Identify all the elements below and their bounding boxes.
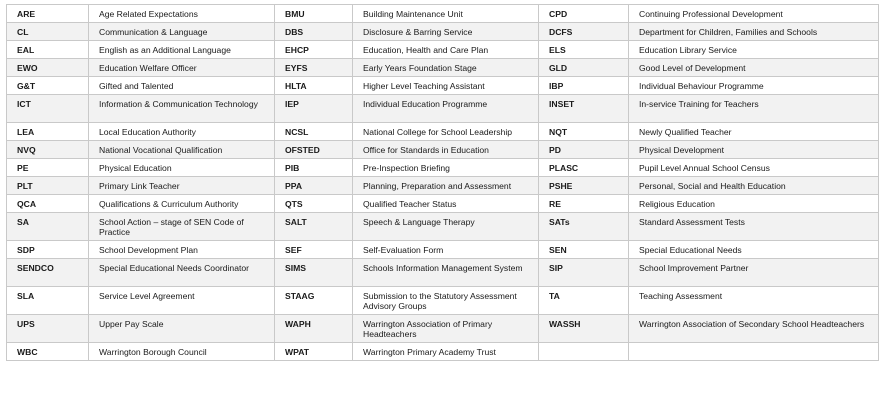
abbreviation-cell: PE xyxy=(7,159,89,177)
abbreviation-cell: ARE xyxy=(7,5,89,23)
definition-cell: Higher Level Teaching Assistant xyxy=(353,77,539,95)
definition-cell: Qualified Teacher Status xyxy=(353,195,539,213)
abbreviation-cell: WBC xyxy=(7,343,89,361)
table-row xyxy=(7,259,879,287)
definition-cell: Office for Standards in Education xyxy=(353,141,539,159)
definition-cell xyxy=(629,343,879,361)
definition-cell: National Vocational Qualification xyxy=(89,141,275,159)
definition-cell: Special Educational Needs Coordinator xyxy=(89,259,275,287)
definition-cell: Department for Children, Families and Schools xyxy=(629,23,879,41)
abbreviation-cell: SIP xyxy=(539,259,629,287)
abbreviation-cell: SENDCO xyxy=(7,259,89,287)
definition-cell: Special Educational Needs xyxy=(629,241,879,259)
abbreviation-cell: CPD xyxy=(539,5,629,23)
abbreviation-cell: GLD xyxy=(539,59,629,77)
definition-cell: Submission to the Statutory Assessment Advisory Groups xyxy=(353,287,539,315)
table-row xyxy=(7,195,879,213)
abbreviation-cell: LEA xyxy=(7,123,89,141)
definition-cell: Building Maintenance Unit xyxy=(353,5,539,23)
definition-cell: Planning, Preparation and Assessment xyxy=(353,177,539,195)
table-row xyxy=(7,59,879,77)
abbreviation-cell: TA xyxy=(539,287,629,315)
definition-cell: Continuing Professional Development xyxy=(629,5,879,23)
definition-cell: Education Library Service xyxy=(629,41,879,59)
abbreviation-cell: ICT xyxy=(7,95,89,123)
table-row xyxy=(7,213,879,241)
abbreviation-cell: HLTA xyxy=(275,77,353,95)
definition-cell: School Development Plan xyxy=(89,241,275,259)
table-row xyxy=(7,315,879,343)
abbreviation-cell: STAAG xyxy=(275,287,353,315)
table-row xyxy=(7,343,879,361)
abbreviation-cell: QTS xyxy=(275,195,353,213)
definition-cell: Pupil Level Annual School Census xyxy=(629,159,879,177)
definition-cell: Information & Communication Technology xyxy=(89,95,275,123)
abbreviation-cell: NCSL xyxy=(275,123,353,141)
definition-cell: Warrington Association of Primary Headteachers xyxy=(353,315,539,343)
definition-cell: English as an Additional Language xyxy=(89,41,275,59)
abbreviation-cell: UPS xyxy=(7,315,89,343)
definition-cell: Good Level of Development xyxy=(629,59,879,77)
abbreviation-cell xyxy=(539,343,629,361)
definition-cell: Qualifications & Curriculum Authority xyxy=(89,195,275,213)
abbreviation-cell: WAPH xyxy=(275,315,353,343)
abbreviation-cell: PSHE xyxy=(539,177,629,195)
definition-cell: Personal, Social and Health Education xyxy=(629,177,879,195)
definition-cell: Newly Qualified Teacher xyxy=(629,123,879,141)
abbreviation-cell: PIB xyxy=(275,159,353,177)
definition-cell: Local Education Authority xyxy=(89,123,275,141)
table-row xyxy=(7,141,879,159)
definition-cell: Teaching Assessment xyxy=(629,287,879,315)
abbreviation-cell: SEN xyxy=(539,241,629,259)
definition-cell: Physical Development xyxy=(629,141,879,159)
definition-cell: Pre-Inspection Briefing xyxy=(353,159,539,177)
definition-cell: Disclosure & Barring Service xyxy=(353,23,539,41)
definition-cell: Primary Link Teacher xyxy=(89,177,275,195)
definition-cell: Communication & Language xyxy=(89,23,275,41)
table-row xyxy=(7,177,879,195)
abbreviation-cell: WPAT xyxy=(275,343,353,361)
abbreviation-cell: PD xyxy=(539,141,629,159)
definition-cell: Service Level Agreement xyxy=(89,287,275,315)
definition-cell: School Action – stage of SEN Code of Practice xyxy=(89,213,275,241)
definition-cell: Standard Assessment Tests xyxy=(629,213,879,241)
definition-cell: In-service Training for Teachers xyxy=(629,95,879,123)
abbreviation-cell: IBP xyxy=(539,77,629,95)
abbreviations-glossary-table xyxy=(6,4,879,361)
abbreviation-cell: BMU xyxy=(275,5,353,23)
definition-cell: Schools Information Management System xyxy=(353,259,539,287)
table-row xyxy=(7,123,879,141)
definition-cell: Physical Education xyxy=(89,159,275,177)
abbreviation-cell: DCFS xyxy=(539,23,629,41)
table-row xyxy=(7,241,879,259)
glossary-table-body xyxy=(7,5,879,361)
abbreviation-cell: IEP xyxy=(275,95,353,123)
definition-cell: Self-Evaluation Form xyxy=(353,241,539,259)
abbreviation-cell: PLASC xyxy=(539,159,629,177)
definition-cell: Education Welfare Officer xyxy=(89,59,275,77)
abbreviation-cell: EWO xyxy=(7,59,89,77)
definition-cell: Religious Education xyxy=(629,195,879,213)
definition-cell: Upper Pay Scale xyxy=(89,315,275,343)
definition-cell: Individual Education Programme xyxy=(353,95,539,123)
definition-cell: School Improvement Partner xyxy=(629,259,879,287)
abbreviation-cell: WASSH xyxy=(539,315,629,343)
abbreviation-cell: ELS xyxy=(539,41,629,59)
abbreviation-cell: EHCP xyxy=(275,41,353,59)
glossary-table-wrapper xyxy=(6,4,878,361)
abbreviation-cell: SALT xyxy=(275,213,353,241)
table-row xyxy=(7,95,879,123)
abbreviation-cell: CL xyxy=(7,23,89,41)
abbreviation-cell: SA xyxy=(7,213,89,241)
abbreviation-cell: RE xyxy=(539,195,629,213)
table-row xyxy=(7,77,879,95)
table-row xyxy=(7,159,879,177)
definition-cell: Speech & Language Therapy xyxy=(353,213,539,241)
abbreviation-cell: SATs xyxy=(539,213,629,241)
abbreviation-cell: EYFS xyxy=(275,59,353,77)
abbreviation-cell: SIMS xyxy=(275,259,353,287)
definition-cell: Individual Behaviour Programme xyxy=(629,77,879,95)
abbreviation-cell: SLA xyxy=(7,287,89,315)
definition-cell: Early Years Foundation Stage xyxy=(353,59,539,77)
abbreviation-cell: SEF xyxy=(275,241,353,259)
definition-cell: Warrington Association of Secondary School Headteachers xyxy=(629,315,879,343)
abbreviation-cell: SDP xyxy=(7,241,89,259)
abbreviation-cell: PLT xyxy=(7,177,89,195)
definition-cell: Education, Health and Care Plan xyxy=(353,41,539,59)
abbreviation-cell: NQT xyxy=(539,123,629,141)
abbreviation-cell: INSET xyxy=(539,95,629,123)
table-row xyxy=(7,287,879,315)
definition-cell: Warrington Primary Academy Trust xyxy=(353,343,539,361)
abbreviation-cell: QCA xyxy=(7,195,89,213)
definition-cell: Gifted and Talented xyxy=(89,77,275,95)
definition-cell: National College for School Leadership xyxy=(353,123,539,141)
abbreviation-cell: NVQ xyxy=(7,141,89,159)
definition-cell: Warrington Borough Council xyxy=(89,343,275,361)
abbreviation-cell: DBS xyxy=(275,23,353,41)
abbreviation-cell: G&T xyxy=(7,77,89,95)
abbreviation-cell: EAL xyxy=(7,41,89,59)
table-row xyxy=(7,41,879,59)
abbreviation-cell: OFSTED xyxy=(275,141,353,159)
definition-cell: Age Related Expectations xyxy=(89,5,275,23)
table-row xyxy=(7,5,879,23)
abbreviation-cell: PPA xyxy=(275,177,353,195)
table-row xyxy=(7,23,879,41)
